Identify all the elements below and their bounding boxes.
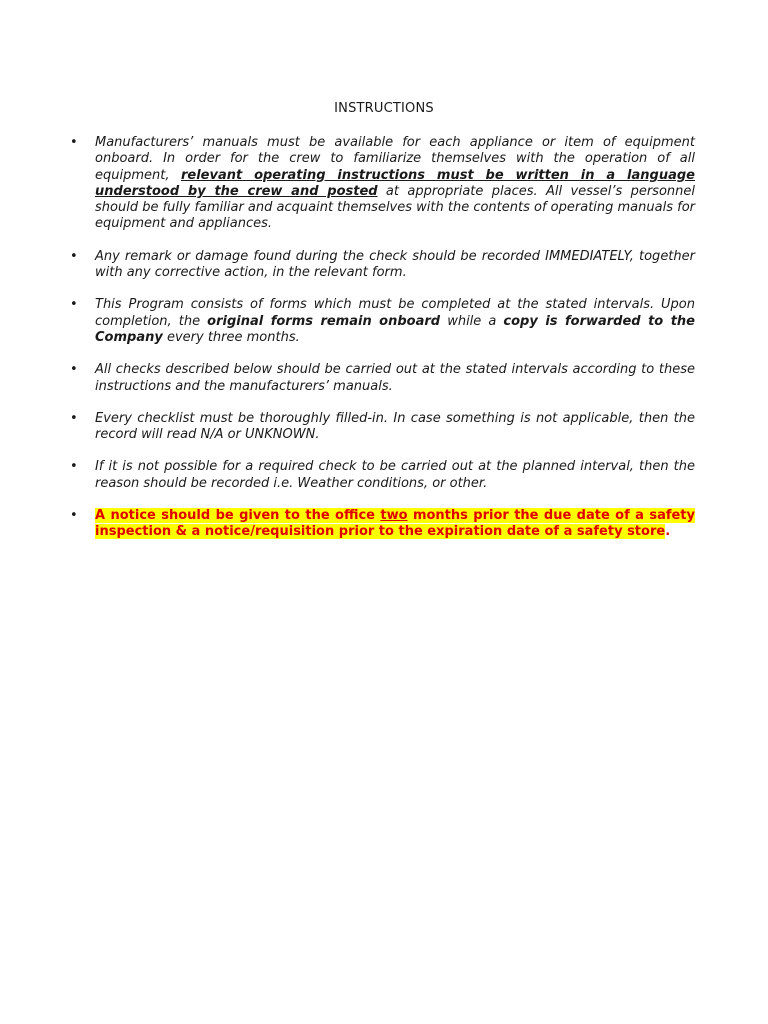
item-text: All checks described below should be carried out at the stated intervals according to these instructions and the manufacturers’ manuals. (95, 362, 695, 394)
bullet-icon: • (70, 459, 78, 475)
bullet-icon: • (70, 362, 78, 378)
instructions-list (70, 135, 695, 557)
list-item-notice (70, 508, 695, 541)
list-item (70, 411, 695, 444)
list-item (70, 135, 695, 233)
bullet-icon: • (70, 135, 78, 150)
bullet-icon: • (70, 248, 78, 264)
bullet-icon: • (70, 410, 78, 426)
list-item (70, 362, 695, 395)
list-item (70, 297, 695, 346)
notice-text: months prior the due date of a safety inspection & a notice/requisition prior to the expiration date of a safety store (95, 508, 695, 540)
item-text: every three months. (162, 329, 300, 345)
item-emphasis: original forms remain onboard (207, 313, 441, 329)
item-text: Manufacturers’ manuals must be available for each appliance or item of equipment onboard. In order for the crew to familiarize themselves with the operation of all equipment, (95, 135, 695, 183)
item-emphasis: copy is forwarded to the Company (95, 313, 695, 345)
notice-text: A notice should be given to the office (95, 508, 381, 524)
item-text: If it is not possible for a required check to be carried out at the planned interval, then the reason should be recorded i.e. Weather conditions, or other. (95, 459, 695, 491)
bullet-icon: • (70, 297, 78, 313)
list-item (70, 249, 695, 282)
page-title: INSTRUCTIONS (334, 101, 434, 116)
list-item (70, 459, 695, 492)
item-emphasis: relevant operating instructions must be written in a language understood by the crew and posted (95, 167, 695, 199)
item-text: Every checklist must be thoroughly filled-in. In case something is not applicable, then the record will read N/A or UNKNOWN. (95, 410, 695, 443)
item-text: while a (440, 313, 504, 329)
notice-period: . (665, 524, 671, 540)
bullet-icon: • (70, 508, 78, 524)
notice-emphasis: two (380, 508, 408, 524)
item-text: Any remark or damage found during the check should be recorded IMMEDIATELY, together with any corrective action, in the relevant form. (95, 248, 695, 281)
item-text: at appropriate places. All vessel’s personnel should be fully familiar and acquaint themselves with the contents of operating manuals for equipment and appliances. (95, 183, 695, 232)
item-text: This Program consists of forms which must be completed at the stated intervals. Upon completion, the (95, 297, 695, 329)
